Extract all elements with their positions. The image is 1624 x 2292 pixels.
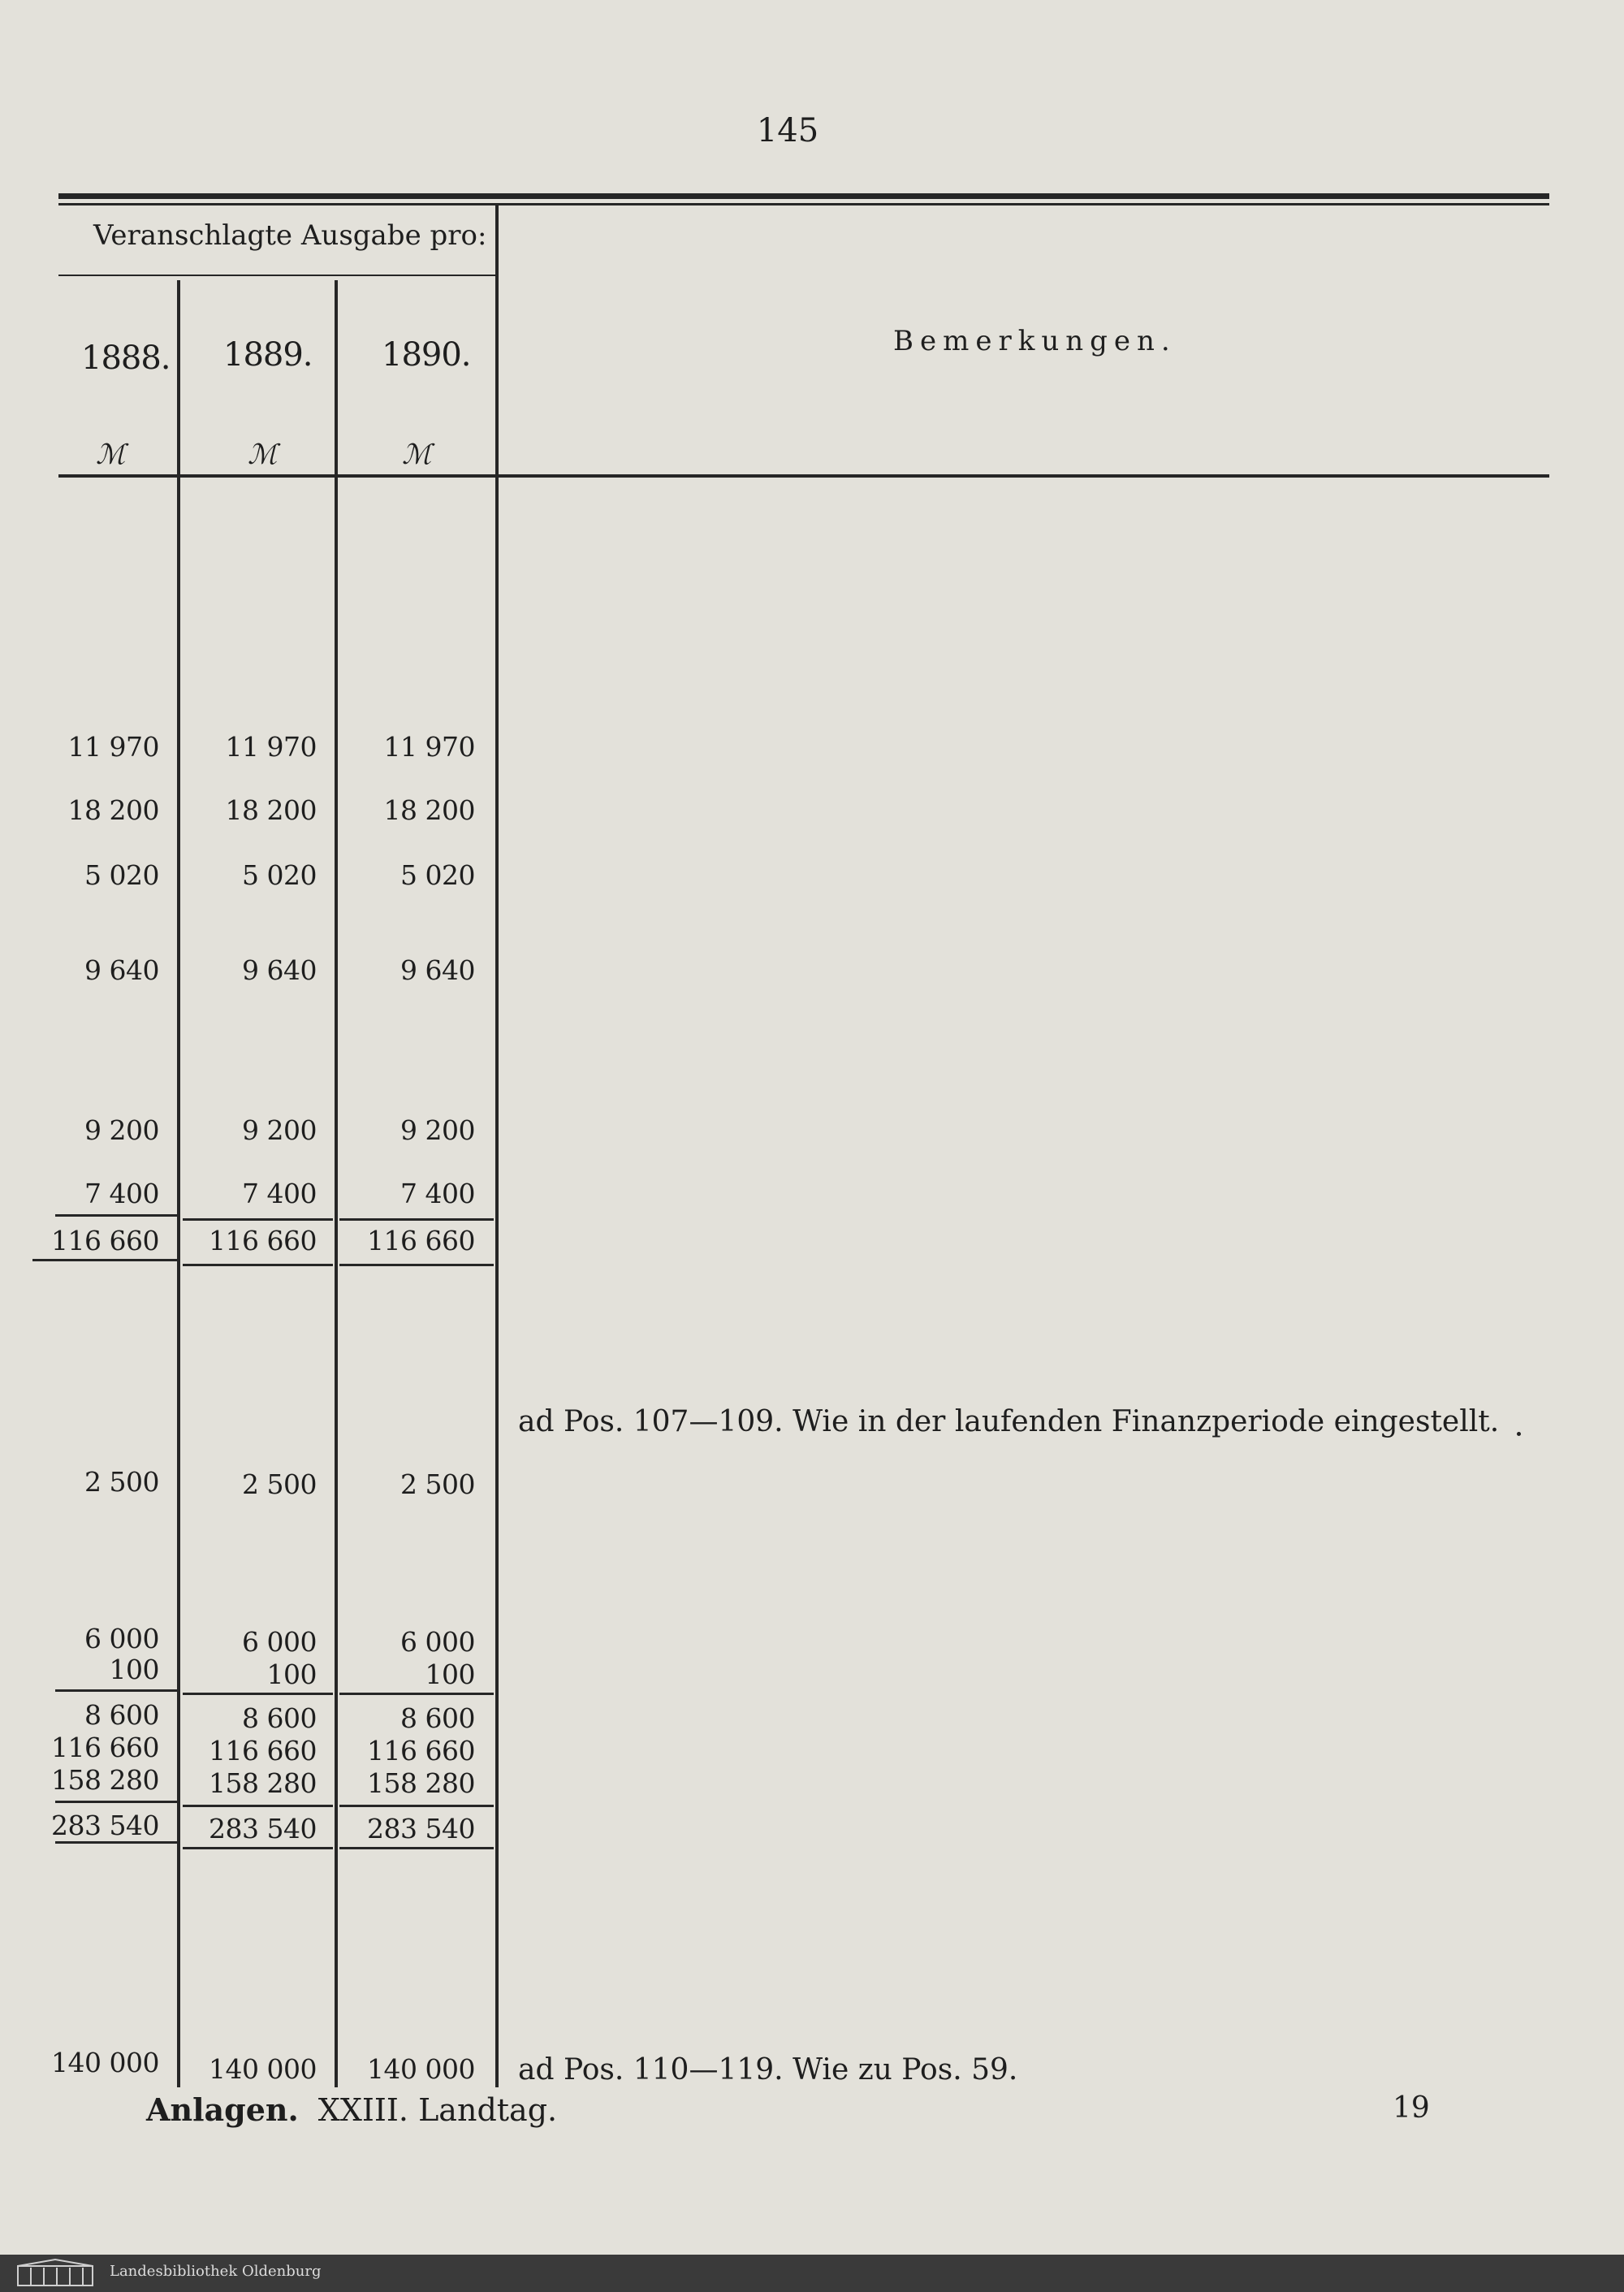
total-underline xyxy=(339,1847,494,1849)
sum-rule xyxy=(55,1689,177,1692)
cell-1889: 18 200 xyxy=(225,794,317,826)
column-rule-3 xyxy=(495,203,499,2087)
cell-1888: 116 660 xyxy=(51,1732,159,1763)
remark-110-119: ad Pos. 110—119. Wie zu Pos. 59. xyxy=(518,2053,1018,2087)
cell-1890: 116 660 xyxy=(367,1735,475,1767)
cell-1890: 158 280 xyxy=(367,1767,475,1799)
total-rule xyxy=(339,1805,494,1807)
total-rule xyxy=(55,1801,177,1803)
sum-rule xyxy=(339,1218,494,1221)
header-bottom-rule xyxy=(58,474,1549,478)
cell-1890: 5 020 xyxy=(400,859,475,891)
cell-1889: 6 000 xyxy=(242,1626,317,1658)
total-underline xyxy=(183,1847,333,1849)
footer-landtag: XXIII. Landtag. xyxy=(317,2092,558,2128)
cell-1889: 9 200 xyxy=(242,1114,317,1146)
header-title: Veranschlagte Ausgabe pro: xyxy=(93,219,487,252)
cell-1889: 140 000 xyxy=(209,2053,317,2085)
cell-1889: 2 500 xyxy=(242,1468,317,1500)
cell-1889: 116 660 xyxy=(209,1225,317,1256)
cell-1890: 8 600 xyxy=(400,1702,475,1734)
unit-1890: ℳ xyxy=(402,439,432,471)
cell-1890: 11 970 xyxy=(383,731,475,763)
cell-1888: 2 500 xyxy=(84,1466,159,1498)
cell-1890: 2 500 xyxy=(400,1468,475,1500)
page-number: 145 xyxy=(756,112,819,149)
cell-1889: 116 660 xyxy=(209,1735,317,1767)
cell-1888: 9 200 xyxy=(84,1114,159,1146)
cell-1888: 18 200 xyxy=(67,794,159,826)
cell-1888: 100 xyxy=(109,1654,159,1685)
cell-1889: 100 xyxy=(266,1658,317,1690)
cell-1890: 9 200 xyxy=(400,1114,475,1146)
footer-left xyxy=(146,2091,557,2128)
cell-1888: 6 000 xyxy=(84,1623,159,1654)
cell-1890: 6 000 xyxy=(400,1626,475,1658)
cell-1890: 100 xyxy=(425,1658,475,1690)
cell-1888: 8 600 xyxy=(84,1699,159,1731)
cell-1888: 9 640 xyxy=(84,954,159,986)
remarks-title: Bemerkungen. xyxy=(893,325,1177,357)
cell-1889: 5 020 xyxy=(242,859,317,891)
column-rule-1 xyxy=(177,280,180,2087)
cell-1889: 158 280 xyxy=(209,1767,317,1799)
top-rule-thin xyxy=(58,203,1549,205)
sum-rule xyxy=(183,1218,333,1221)
cell-1888: 158 280 xyxy=(51,1764,159,1796)
header-subrule xyxy=(58,275,497,276)
total-rule xyxy=(183,1805,333,1807)
cell-1889: 7 400 xyxy=(242,1178,317,1209)
sum-underline xyxy=(339,1264,494,1266)
cell-1890: 18 200 xyxy=(383,794,475,826)
library-building-icon xyxy=(15,2258,96,2287)
top-rule xyxy=(58,193,1549,199)
footer-anlagen: Anlagen. xyxy=(146,2091,299,2128)
cell-1888: 11 970 xyxy=(67,731,159,763)
cell-1889: 11 970 xyxy=(225,731,317,763)
library-name: Landesbibliothek Oldenburg xyxy=(110,2263,322,2280)
year-1888: 1888. xyxy=(81,339,171,377)
cell-1890: 7 400 xyxy=(400,1178,475,1209)
stray-dot xyxy=(1517,1432,1521,1436)
cell-1889: 9 640 xyxy=(242,954,317,986)
total-underline xyxy=(55,1841,177,1844)
cell-1889: 283 540 xyxy=(209,1813,317,1844)
remark-107-109: ad Pos. 107—109. Wie in der laufenden Finanzperiode eingestellt. xyxy=(518,1405,1500,1438)
unit-1889: ℳ xyxy=(248,439,278,471)
year-1890: 1890. xyxy=(382,336,471,374)
cell-1888: 7 400 xyxy=(84,1178,159,1209)
sum-underline xyxy=(32,1259,179,1261)
cell-1890: 140 000 xyxy=(367,2053,475,2085)
unit-1888: ℳ xyxy=(96,439,126,471)
footer-sheet-number: 19 xyxy=(1393,2091,1430,2125)
cell-1890: 116 660 xyxy=(367,1225,475,1256)
column-rule-2 xyxy=(335,280,338,2087)
cell-1888: 283 540 xyxy=(51,1810,159,1841)
sum-underline xyxy=(183,1264,333,1266)
cell-1888: 116 660 xyxy=(51,1225,159,1256)
cell-1888: 140 000 xyxy=(51,2047,159,2078)
sum-rule xyxy=(183,1693,333,1695)
cell-1889: 8 600 xyxy=(242,1702,317,1734)
year-1889: 1889. xyxy=(223,336,313,374)
cell-1890: 9 640 xyxy=(400,954,475,986)
sum-rule xyxy=(339,1693,494,1695)
sum-rule xyxy=(55,1214,177,1217)
cell-1888: 5 020 xyxy=(84,859,159,891)
cell-1890: 283 540 xyxy=(367,1813,475,1844)
